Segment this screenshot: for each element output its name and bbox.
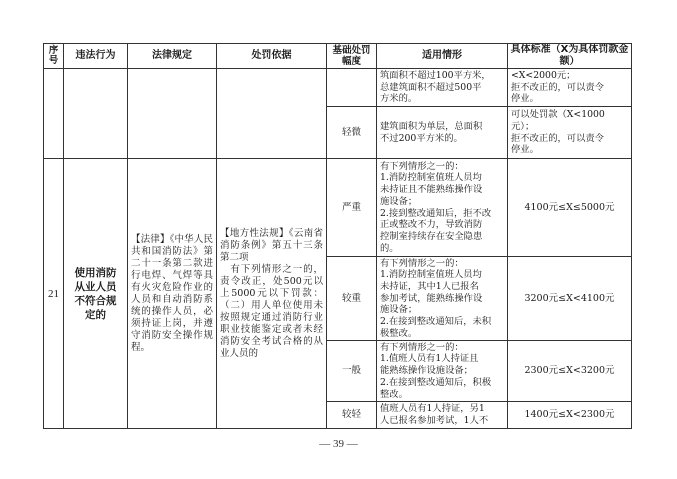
header-basis: 处罚依据 bbox=[217, 44, 327, 69]
condition-cell: 筑面积不超过100平方米， 总建筑面积不超过500平 方米的。 bbox=[377, 69, 508, 107]
header-standard: 具体标准（X为具体罚款金额） bbox=[508, 44, 632, 69]
degree-cell bbox=[327, 69, 377, 107]
condition-cell: 建筑面积为单层，总面积 不过200平方米的。 bbox=[377, 107, 508, 159]
standard-cell: 可以处罚款（X<1000 元）； 拒不改正的，可以责令 停业。 bbox=[508, 107, 632, 159]
degree-cell: 一般 bbox=[327, 341, 377, 402]
standard-cell: 1400元≤X<2300元 bbox=[508, 402, 632, 429]
degree-cell: 较重 bbox=[327, 257, 377, 341]
header-law: 法律规定 bbox=[128, 44, 217, 69]
standard-cell: 3200元≤X<4100元 bbox=[508, 257, 632, 341]
table-row bbox=[44, 69, 632, 107]
basis-cell: 【地方性法规】《云南省消防条例》第五十三条第二项 有下列情形之一的，责令改正，处500元以上5000元以下罚款：（二）用人单位使用未按照规定通过消防行业职业技能鉴定或者未经消防安全考试合格的从业人员的 bbox=[217, 159, 327, 429]
standard-cell: 4100元≤X≤5000元 bbox=[508, 159, 632, 257]
standard-cell: <X<2000元； 拒不改正的，可以责令 停业。 bbox=[508, 69, 632, 107]
prev-law-cell bbox=[128, 69, 217, 159]
header-num: 序号 bbox=[44, 44, 64, 69]
penalty-standard-table bbox=[43, 43, 632, 429]
table-row bbox=[44, 159, 632, 257]
header-condition: 适用情形 bbox=[377, 44, 508, 69]
prev-basis-cell bbox=[217, 69, 327, 159]
condition-cell: 值班人员有1人持证，另1 人已报名参加考试，1人不 bbox=[377, 402, 508, 429]
condition-cell: 有下列情形之一的： 1.值班人员有1人持证且 能熟练操作设施设备； 2.在接到整改通知后，积极 整改。 bbox=[377, 341, 508, 402]
header-degree: 基础处罚幅度 bbox=[327, 44, 377, 69]
prev-num-cell bbox=[44, 69, 64, 159]
prev-violation-cell bbox=[64, 69, 128, 159]
violation-cell: 使用消防 从业人员 不符合规 定的 bbox=[64, 159, 128, 429]
degree-cell: 较轻 bbox=[327, 402, 377, 429]
standard-cell: 2300元≤X<3200元 bbox=[508, 341, 632, 402]
condition-cell: 有下列情形之一的： 1.消防控制室值班人员均 未持证且不能熟练操作设 施设备； 2.接到整改通知后，拒不改 正或整改不力，导致消防 控制室持续存在安全隐患 的。 bbox=[377, 159, 508, 257]
item-number: 21 bbox=[44, 159, 64, 429]
degree-cell: 严重 bbox=[327, 159, 377, 257]
law-cell: 【法律】《中华人民共和国消防法》第二十一条第二款进行电焊、气焊等具有火灾危险作业的人员和自动消防系统的操作人员，必须持证上岗，并遵守消防安全操作规程。 bbox=[128, 159, 217, 429]
page-number: — 39 — bbox=[319, 438, 358, 450]
degree-cell: 轻微 bbox=[327, 107, 377, 159]
header-row bbox=[44, 44, 632, 69]
header-violation: 违法行为 bbox=[64, 44, 128, 69]
condition-cell: 有下列情形之一的： 1.消防控制室值班人员均 未持证，其中1人已报名 参加考试，能熟练操作设 施设备； 2.在接到整改通知后，未积 极整改。 bbox=[377, 257, 508, 341]
